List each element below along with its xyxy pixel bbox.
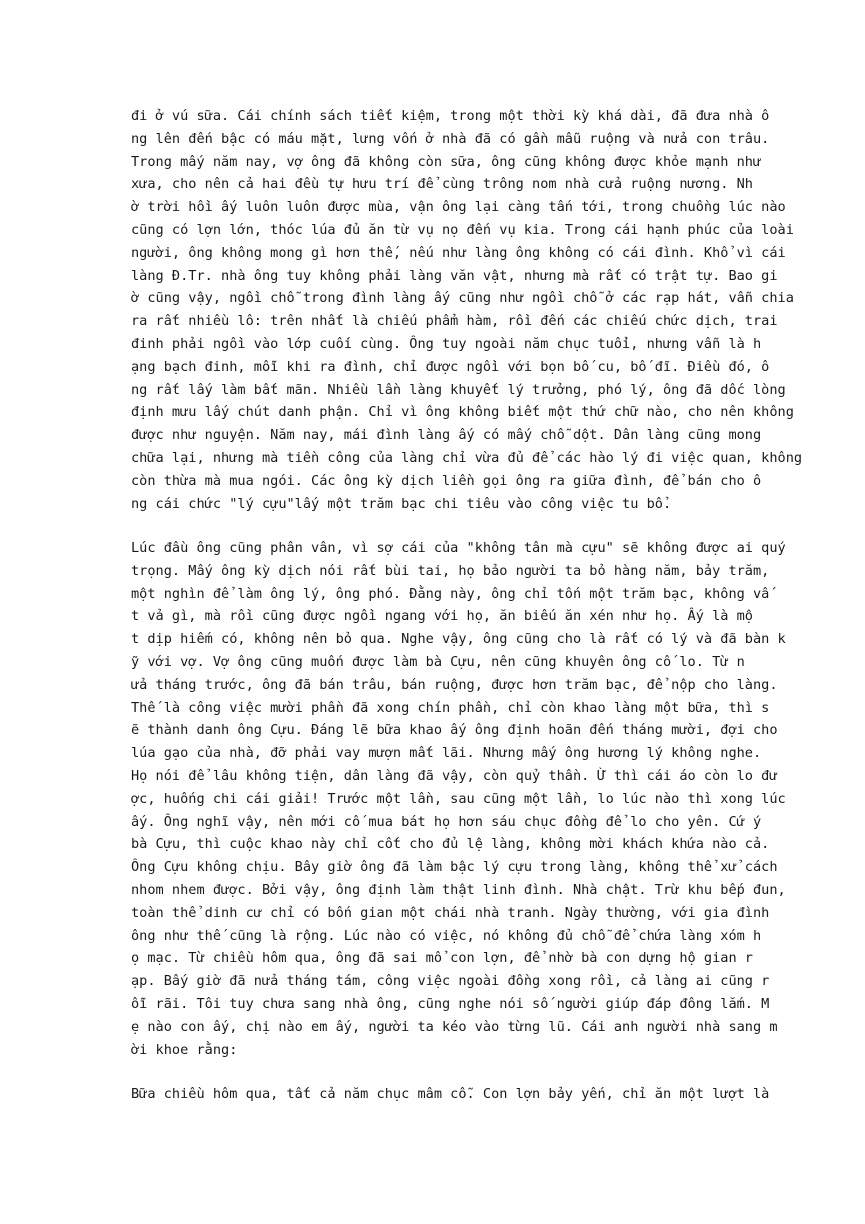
text-line: Thế là công việc mười phần đã xong chín phần, chỉ còn khao làng một bữa, thì s [131, 699, 770, 716]
text-line: nhom nhem được. Bởi vậy, ông định làm thật linh đình. Nhà chật. Trừ khu bếp đun, [131, 881, 786, 898]
text-line: xưa, cho nên cả hai đều tự hưu trí để cùng trông nom nhà cửa ruộng nương. Nh [131, 176, 753, 193]
text-line: Lúc đầu ông cũng phân vân, vì sợ cái của "không tân mà cựu" sẽ không được ai quý [131, 540, 786, 556]
text-line: ra rất nhiều lô: trên nhất là chiếu phẩm hàm, rồi đến các chiếu chức dịch, trai [131, 313, 778, 330]
paragraph-2 [131, 537, 786, 1061]
text-line: chữa lại, nhưng mà tiền công của làng chỉ vừa đủ để các hào lý đi việc quan, không [131, 449, 803, 466]
text-line: cũng có lợn lớn, thóc lúa đủ ăn từ vụ nọ đến vụ kia. Trong cái hạnh phúc của loài [131, 221, 794, 238]
text-line: Trong mấy năm nay, vợ ông đã không còn sữa, ông cũng không được khỏe mạnh như [131, 153, 762, 170]
text-line: ẽ thành danh ông Cựu. Đáng lẽ bữa khao ấy ông định hoãn đến tháng mười, đợi cho [131, 722, 778, 739]
text-line: đinh phải ngồi vào lớp cuối cùng. Ông tuy ngoài năm chục tuổi, nhưng vẫn là h [131, 335, 762, 352]
text-line: một nghìn để làm ông lý, ông phó. Đằng này, ông chỉ tốn một trăm bạc, không vấ [131, 585, 770, 602]
paragraph-3 [131, 1083, 770, 1106]
text-line: Ông Cựu không chịu. Bây giờ ông đã làm bậc lý cựu trong làng, không thể xử cách [131, 859, 778, 876]
text-line: ng cái chức "lý cựu"lấy một trăm bạc chi tiêu vào công việc tu bổ. [131, 495, 672, 512]
text-line: ng rất lấy làm bất mãn. Nhiều lần làng khuyết lý trưởng, phó lý, ông đã dốc lòng [131, 381, 786, 398]
text-line: ời khoe rằng: [131, 1041, 238, 1058]
text-line: bà Cựu, thì cuộc khao này chỉ cốt cho đủ lệ làng, không mời khách khứa nào cả. [131, 836, 770, 853]
text-line: ợc, huống chi cái giải! Trước một lần, sau cũng một lần, lo lúc nào thì xong lúc [131, 790, 786, 807]
text-line: ờ cũng vậy, ngồi chỗ trong đình làng ấy cũng như ngồi chỗ ở các rạp hát, vẫn chia [131, 290, 794, 307]
text-line: định mưu lấy chút danh phận. Chỉ vì ông không biết một thứ chữ nào, cho nên không [131, 404, 794, 421]
text-line: t dịp hiếm có, không nên bỏ qua. Nghe vậy, ông cũng cho là rất có lý và đã bàn k [131, 631, 786, 648]
text-line: ửa tháng trước, ông đã bán trâu, bán ruộng, được hơn trăm bạc, để nộp cho làng. [131, 676, 778, 693]
text-line: lúa gạo của nhà, đỡ phải vay mượn mất lãi. Nhưng mấy ông hương lý không nghe. [131, 745, 762, 762]
text-line: toàn thể dinh cư chỉ có bốn gian một chái nhà tranh. Ngày thường, với gia đình [131, 904, 770, 921]
text-line: Họ nói để lâu không tiện, dân làng đã vậy, còn quỷ thần. Ừ thì cái áo còn lo đư [131, 767, 778, 784]
text-line: ng lên đến bậc có máu mặt, lưng vốn ở nhà đã có gần mẫu ruộng và nửa con trâu. [131, 130, 770, 147]
text-line: ẹ nào con ấy, chị nào em ấy, người ta kéo vào từng lũ. Cái anh người nhà sang m [131, 1018, 778, 1035]
text-line: trọng. Mấy ông kỳ dịch nói rất bùi tai, họ bảo người ta bỏ hàng năm, bảy trăm, [131, 562, 770, 579]
text-line: người, ông không mong gì hơn thế, nếu như làng ông không có cái đình. Khổ vì cái [131, 244, 786, 261]
paragraph-1 [131, 105, 803, 515]
text-line: còn thừa mà mua ngói. Các ông kỳ dịch liền gọi ông ra giữa đình, để bán cho ô [131, 472, 762, 489]
text-line: ọ mạc. Từ chiều hôm qua, ông đã sai mổ con lợn, để nhờ bà con dựng hộ gian r [131, 950, 753, 967]
text-line: ỗi rãi. Tôi tuy chưa sang nhà ông, cũng nghe nói số người giúp đáp đông lắm. M [131, 995, 770, 1012]
text-line: ờ trời hồi ấy luôn luôn được mùa, vận ông lại càng tấn tới, trong chuồng lúc nào [131, 199, 786, 216]
text-line: ỹ với vợ. Vợ ông cũng muốn được làm bà Cựu, nên cũng khuyên ông cố lo. Từ n [131, 653, 745, 670]
text-line: được như nguyện. Năm nay, mái đình làng ấy có mấy chỗ dột. Dân làng cũng mong [131, 427, 762, 444]
text-line: ông như thế cũng là rộng. Lúc nào có việc, nó không đủ chỗ để chứa làng xóm h [131, 927, 762, 944]
text-line: làng Đ.Tr. nhà ông tuy không phải làng văn vật, nhưng mà rất có trật tự. Bao gi [131, 267, 778, 284]
text-line: đi ở vú sữa. Cái chính sách tiết kiệm, trong một thời kỳ khá dài, đã đưa nhà ô [131, 108, 770, 124]
text-line: Bữa chiều hôm qua, tất cả năm chục mâm cỗ. Con lợn bảy yến, chỉ ăn một lượt là [131, 1086, 770, 1102]
text-line: ạng bạch đinh, mỗi khi ra đình, chỉ được ngồi với bọn bố cu, bố đĩ. Điều đó, ô [131, 358, 770, 375]
text-line: ạp. Bấy giờ đã nửa tháng tám, công việc ngoài đồng xong rồi, cả làng ai cũng r [131, 973, 770, 990]
text-line: t vả gì, mà rồi cũng được ngồi ngang với họ, ăn biếu ăn xén như họ. Ấy là mộ [131, 608, 753, 625]
text-line: ấy. Ông nghĩ vậy, nên mới cố mua bát họ hơn sáu chục đồng để lo cho yên. Cứ ý [131, 813, 762, 830]
